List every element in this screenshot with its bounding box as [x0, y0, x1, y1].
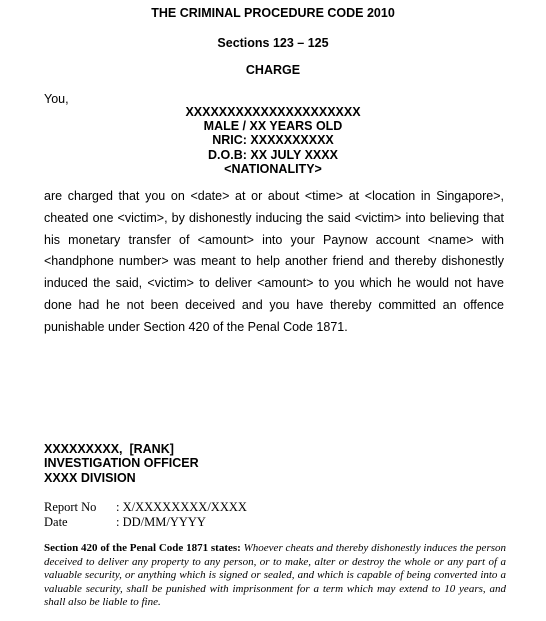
accused-nationality: <NATIONALITY>: [224, 161, 322, 176]
charge-text: are charged that you on <date> at or about <time> at <location in Singapore>, cheated one <victim>, by dishonestly inducing the said <victim> into believing that his monetary transfer of <amount> into your Paynow account <name> with <handphone number> was meant to help another friend and thereby dishonestly induced the said, <victim> to deliver <amount> to you which he would not have done had he not been deceived and you have thereby committed an offence punishable under Section 420 of the Penal Code 1871.: [44, 189, 504, 334]
footnote-heading: Section 420 of the Penal Code 1871 states:: [44, 542, 241, 554]
date-label: Date: [44, 514, 68, 529]
accused-name: XXXXXXXXXXXXXXXXXXXXX: [185, 105, 361, 119]
charge-heading: CHARGE: [245, 63, 301, 77]
salutation: You,: [44, 92, 69, 106]
officer-title: INVESTIGATION OFFICER: [44, 456, 199, 471]
officer-name-rank: XXXXXXXXX, [RANK]: [44, 442, 174, 456]
report-no-value: : X/XXXXXXXX/XXXX: [116, 500, 247, 514]
date-row: [44, 515, 247, 530]
document-title: THE CRIMINAL PROCEDURE CODE 2010: [151, 6, 395, 20]
reference-block: [44, 500, 247, 529]
footnote-text: Whoever cheats and thereby dishonestly induces the person deceived to deliver any property to any person, or to make, alter or destroy the whole or any part of a valuable security, or anything which is signed or sealed, and which is capable of being converted into a valuable security, shall be punished with imprisonment for a term which may extend to 10 years, and shall also be liable to fine.: [44, 542, 506, 609]
officer-signoff: [44, 442, 199, 485]
section-420-footnote: [44, 542, 506, 610]
accused-sex-age: MALE / XX YEARS OLD: [203, 119, 343, 134]
report-no-row: [44, 500, 247, 515]
accused-nric: NRIC: XXXXXXXXXX: [212, 133, 334, 148]
report-no-label: Report No: [44, 500, 97, 514]
sections-heading: Sections 123 – 125: [217, 36, 329, 50]
accused-dob: D.O.B: XX JULY XXXX: [208, 147, 338, 162]
accused-details: [0, 105, 546, 176]
date-value: : DD/MM/YYYY: [116, 514, 206, 529]
officer-division: XXXX DIVISION: [44, 470, 136, 485]
